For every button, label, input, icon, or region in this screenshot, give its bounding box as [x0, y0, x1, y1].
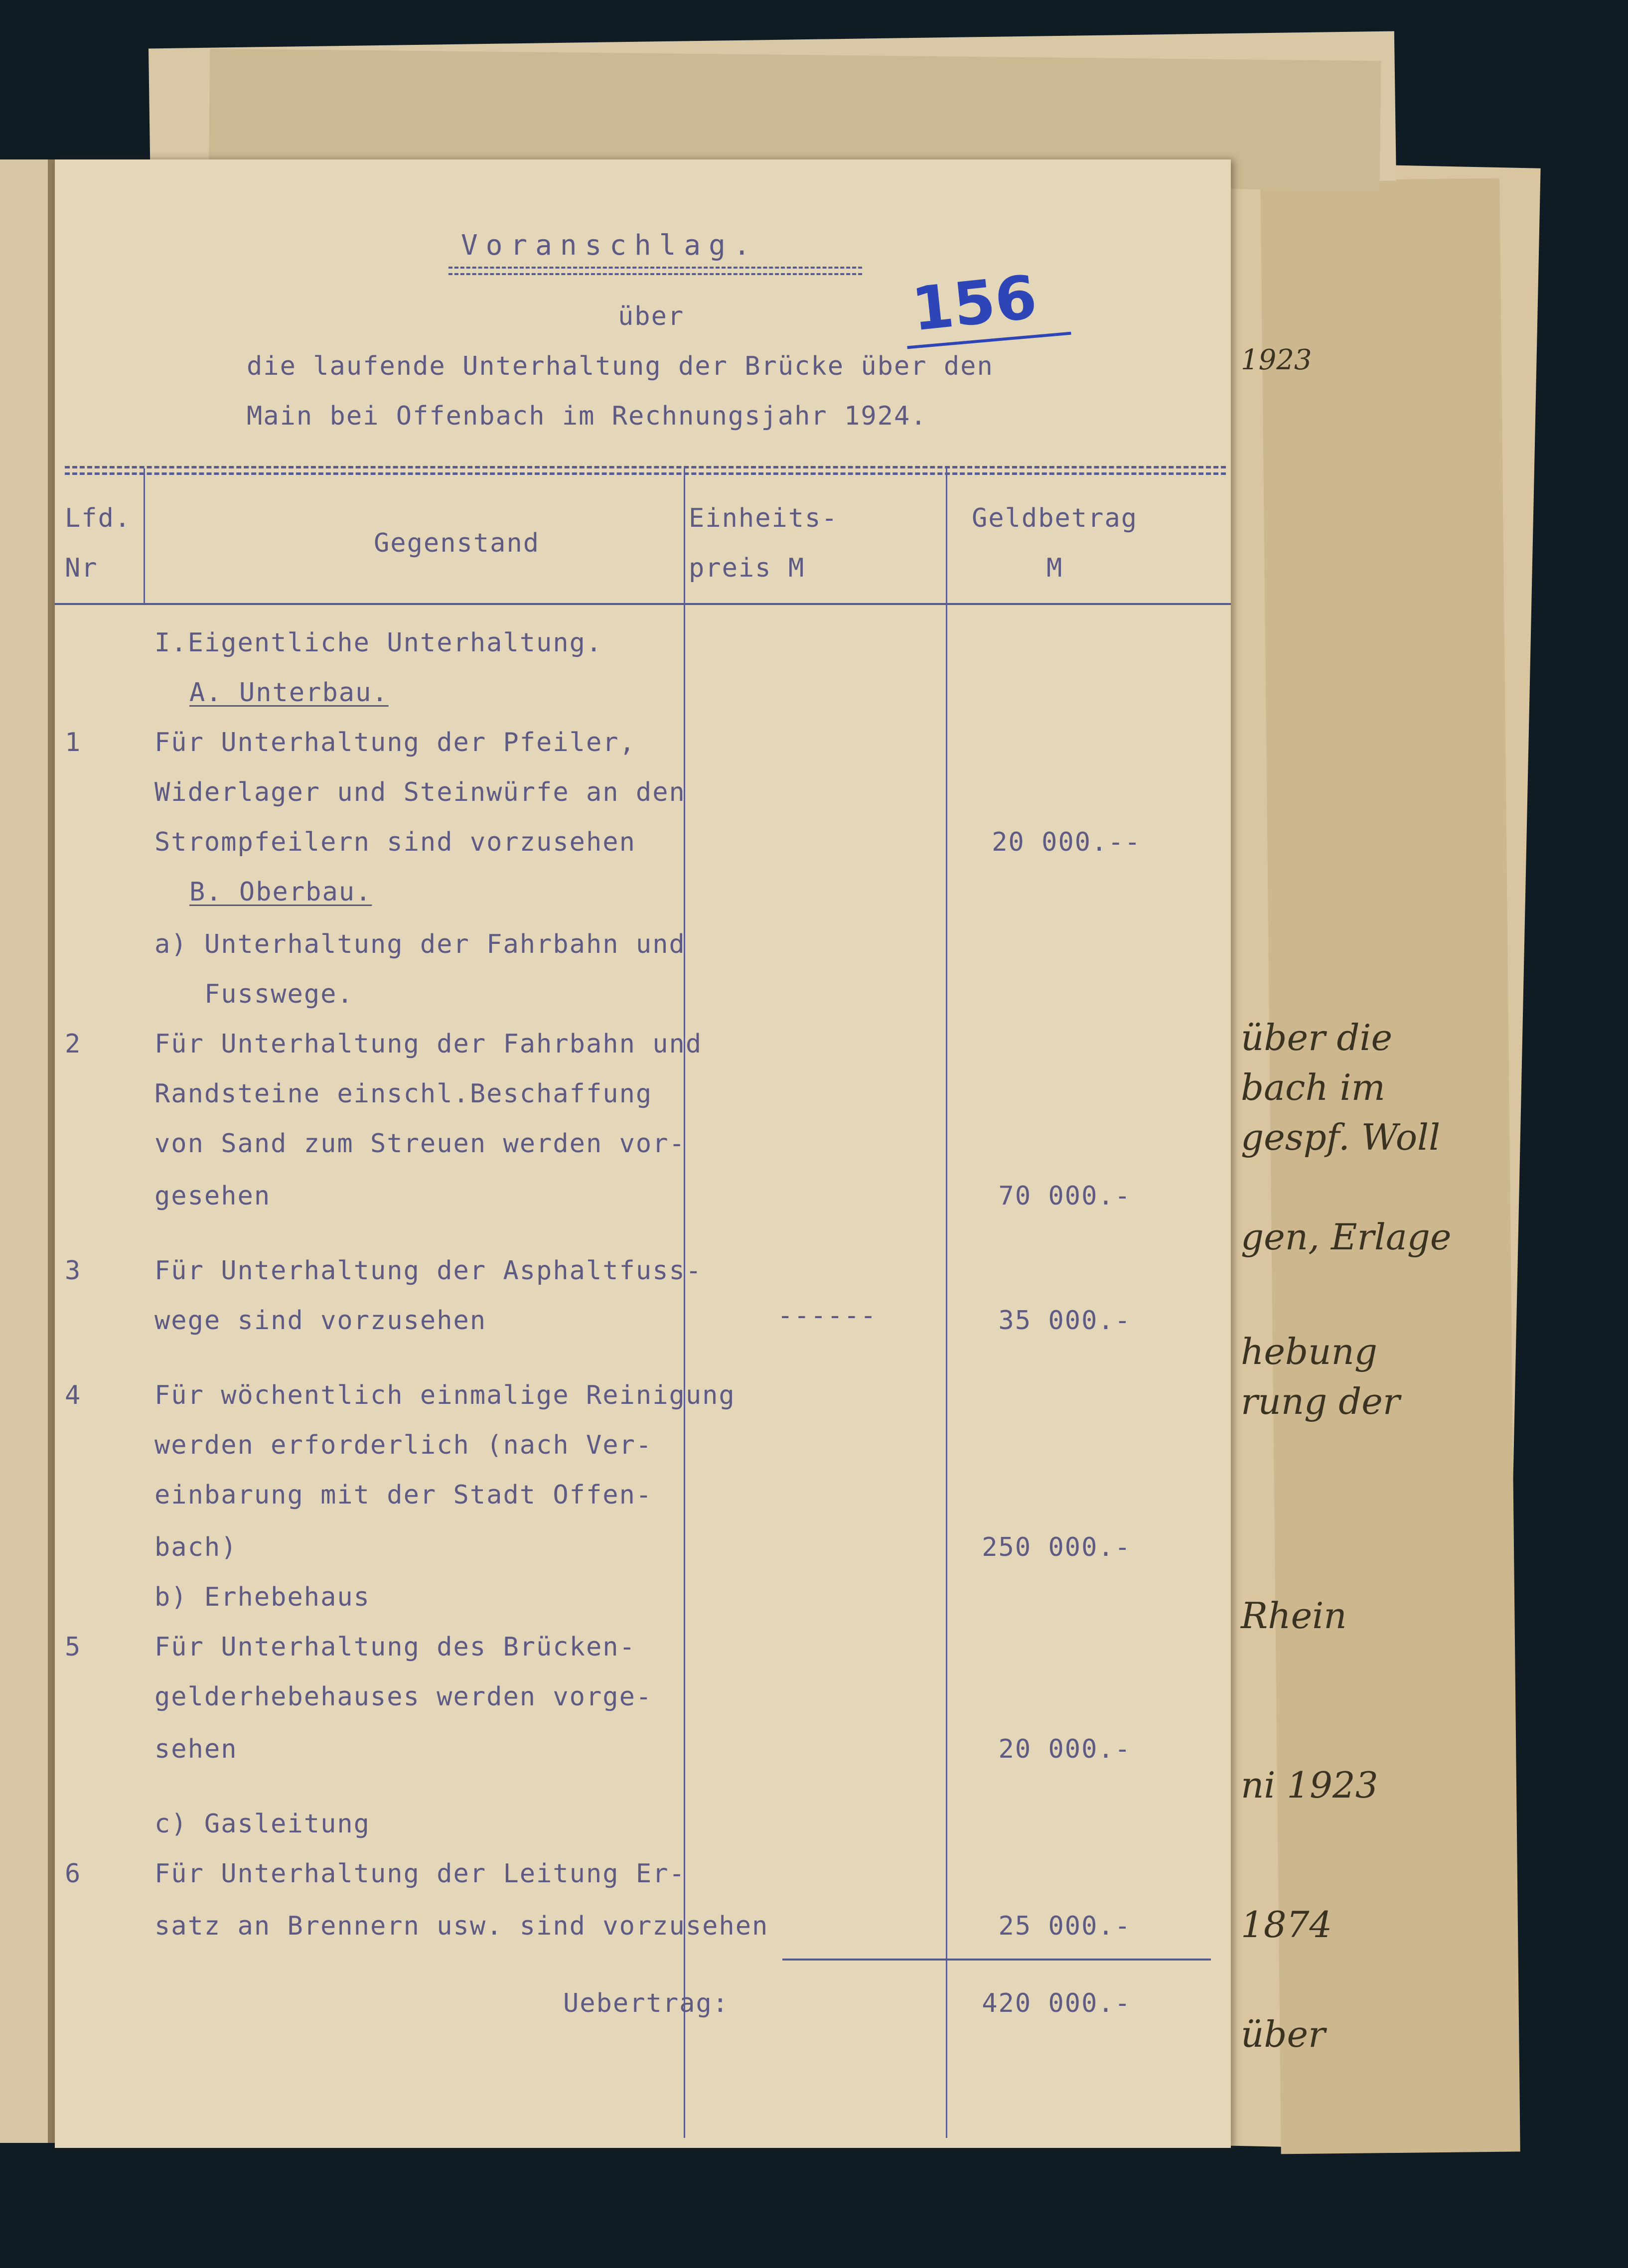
- facing-page: [0, 159, 55, 2143]
- title-underline: [448, 273, 862, 275]
- subsection-heading: B. Oberbau.: [189, 877, 372, 907]
- table-top-rule: [65, 466, 1226, 468]
- row-text: Widerlager und Steinwürfe an den: [154, 777, 686, 807]
- group-heading: b) Erhebehaus: [154, 1582, 370, 1612]
- row-amount: 35 000.-: [998, 1306, 1131, 1336]
- margin-handwriting: hebung: [1241, 1331, 1377, 1372]
- row-amount: 25 000.-: [998, 1911, 1131, 1941]
- sum-rule: [782, 1959, 1211, 1961]
- row-text: sehen: [154, 1734, 238, 1764]
- row-unit-price: ------: [777, 1301, 877, 1331]
- margin-handwriting: rung der: [1241, 1380, 1400, 1422]
- row-text: Für Unterhaltung des Brücken-: [154, 1632, 636, 1662]
- row-number: 4: [65, 1380, 82, 1410]
- margin-handwriting: bach im: [1241, 1066, 1385, 1108]
- row-text: Randsteine einschl.Beschaffung: [154, 1079, 653, 1109]
- row-text: Für wöchentlich einmalige Reinigung: [154, 1380, 736, 1410]
- document-sheet: [55, 159, 1231, 2148]
- carry-over-label: Uebertrag:: [563, 1988, 730, 2018]
- column-header-einheitspreis-unit: preis M: [689, 553, 805, 583]
- margin-handwriting: 1923: [1241, 344, 1312, 376]
- row-amount: 20 000.--: [992, 827, 1141, 857]
- row-text: gelderhebehauses werden vorge-: [154, 1682, 653, 1712]
- column-header-geldbetrag-unit: M: [1046, 553, 1063, 583]
- column-header-lfd: Lfd.: [65, 503, 132, 533]
- subtitle-line-2: die laufende Unterhaltung der Brücke über den: [247, 351, 994, 381]
- column-divider: [144, 468, 145, 604]
- row-text: von Sand zum Streuen werden vor-: [154, 1129, 686, 1159]
- subtitle-line-1: über: [618, 302, 685, 331]
- row-amount: 70 000.-: [998, 1181, 1131, 1211]
- row-amount: 20 000.-: [998, 1734, 1131, 1764]
- row-text: satz an Brennern usw. sind vorzusehen: [154, 1911, 769, 1941]
- row-number: 6: [65, 1859, 82, 1889]
- row-text: wege sind vorzusehen: [154, 1306, 487, 1336]
- margin-handwriting: gespf. Woll: [1241, 1116, 1441, 1158]
- row-text: werden erforderlich (nach Ver-: [154, 1430, 653, 1460]
- column-header-geldbetrag: Geldbetrag: [972, 503, 1138, 533]
- row-number: 5: [65, 1632, 82, 1662]
- row-number: 2: [65, 1029, 82, 1059]
- row-text: gesehen: [154, 1181, 271, 1211]
- margin-handwriting: 1874: [1241, 1904, 1332, 1946]
- subsection-heading: A. Unterbau.: [189, 678, 389, 708]
- row-number: 3: [65, 1256, 82, 1286]
- column-header-einheitspreis: Einheits-: [689, 503, 838, 533]
- document-title: Voranschlag.: [461, 229, 758, 262]
- background-page-stack: [1260, 178, 1520, 2154]
- row-text: Strompfeilern sind vorzusehen: [154, 827, 636, 857]
- group-heading: Fusswege.: [204, 979, 354, 1009]
- carry-over-amount: 420 000.-: [982, 1988, 1131, 2018]
- group-heading: a) Unterhaltung der Fahrbahn und: [154, 929, 686, 959]
- column-divider: [946, 468, 947, 2138]
- margin-handwriting: gen, Erlage: [1241, 1216, 1452, 1258]
- row-text: Für Unterhaltung der Pfeiler,: [154, 728, 636, 757]
- row-text: bach): [154, 1532, 238, 1562]
- margin-handwriting: über: [1241, 2013, 1326, 2055]
- row-text: Für Unterhaltung der Asphaltfuss-: [154, 1256, 703, 1286]
- column-header-nr: Nr: [65, 553, 98, 583]
- column-header-gegenstand: Gegenstand: [374, 528, 540, 558]
- table-top-rule: [65, 472, 1226, 475]
- row-amount: 250 000.-: [982, 1532, 1131, 1562]
- table-header-rule: [55, 603, 1231, 605]
- margin-handwriting: über die: [1241, 1017, 1393, 1058]
- row-text: Für Unterhaltung der Leitung Er-: [154, 1859, 686, 1889]
- margin-handwriting: Rhein: [1241, 1595, 1347, 1637]
- title-underline: [448, 267, 862, 269]
- subtitle-line-3: Main bei Offenbach im Rechnungsjahr 1924.: [247, 401, 927, 431]
- row-number: 1: [65, 728, 82, 757]
- row-text: Für Unterhaltung der Fahrbahn und: [154, 1029, 703, 1059]
- section-heading: I.Eigentliche Unterhaltung.: [154, 628, 603, 658]
- group-heading: c) Gasleitung: [154, 1809, 370, 1839]
- row-text: einbarung mit der Stadt Offen-: [154, 1480, 653, 1510]
- folio-number: 156: [908, 263, 1040, 345]
- margin-handwriting: ni 1923: [1241, 1764, 1378, 1806]
